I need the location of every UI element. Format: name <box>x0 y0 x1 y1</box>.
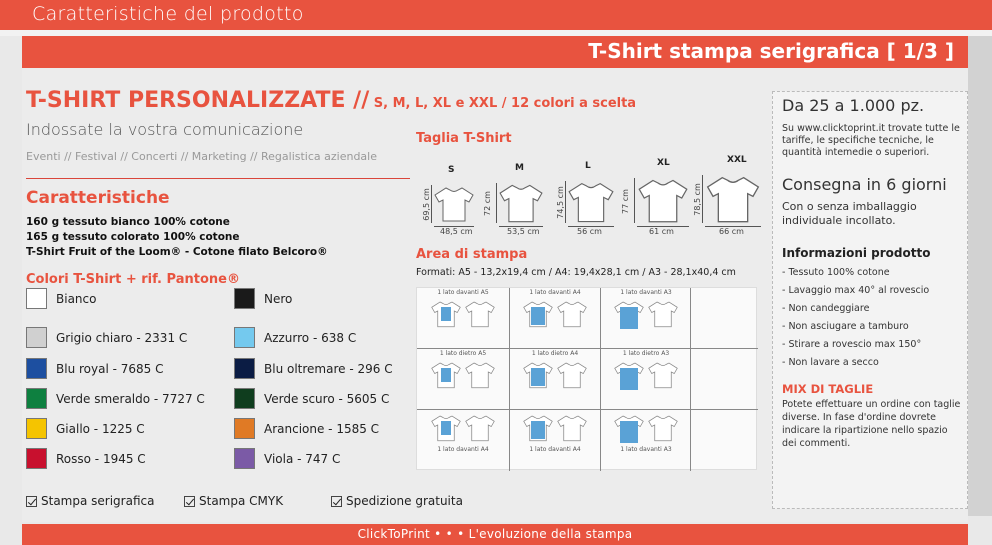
color-swatch-row <box>234 448 340 469</box>
tshirt-back-icon <box>557 413 587 445</box>
shirt-pair <box>509 299 601 331</box>
width-label: 48,5 cm <box>440 227 473 236</box>
print-area-mark <box>531 368 545 386</box>
tshirt-back-icon <box>465 299 495 331</box>
print-area-mark <box>531 421 545 439</box>
width-label: 56 cm <box>577 227 602 236</box>
color-label: Grigio chiaro - 2331 C <box>56 330 188 345</box>
qty-title: Da 25 a 1.000 pz. <box>782 96 925 115</box>
mix-text: Potete effettuare un ordine con taglie diverse. In fase d'ordine dovrete indicare la ripartizione nello spazio dei commenti. <box>782 399 961 449</box>
info-item: - Lavaggio max 40° al rovescio <box>782 285 930 296</box>
color-swatch <box>234 388 255 409</box>
tshirt-front-icon <box>614 360 644 392</box>
delivery-title: Consegna in 6 giorni <box>782 175 947 194</box>
cell-label: 1 lato davanti A4 <box>529 446 581 453</box>
tshirt-back-icon <box>648 299 678 331</box>
height-line <box>431 185 432 223</box>
tshirt-front-icon <box>523 413 553 445</box>
top-header-bar <box>0 0 992 30</box>
tshirt-front-icon <box>614 299 644 331</box>
color-swatch <box>26 358 47 379</box>
check-label: Spedizione gratuita <box>346 494 463 508</box>
tshirt-front-icon <box>431 413 461 445</box>
footer-bar: ClickToPrint • • • L'evoluzione della stampa <box>22 524 968 545</box>
side-strip <box>968 36 992 516</box>
color-swatch <box>26 388 47 409</box>
print-area-cell <box>417 410 509 470</box>
info-item: - Non asciugare a tamburo <box>782 321 909 332</box>
size-label: S <box>448 165 455 175</box>
checkbox-icon <box>184 496 195 507</box>
shirt-pair <box>600 413 692 445</box>
color-swatch-row <box>234 418 379 439</box>
color-swatch <box>234 358 255 379</box>
color-swatch <box>26 418 47 439</box>
checkbox-icon <box>331 496 342 507</box>
tshirt-icon <box>499 183 543 227</box>
cell-label: 1 lato davanti A5 <box>437 289 489 296</box>
check-label: Stampa CMYK <box>199 494 284 508</box>
tshirt-icon <box>705 175 761 227</box>
tags-line: Eventi // Festival // Concerti // Marketing // Regalistica aziendale <box>26 150 377 163</box>
info-item: - Non lavare a secco <box>782 357 879 368</box>
height-line <box>565 181 566 223</box>
caratteristiche-title: Caratteristiche <box>26 188 170 208</box>
shirt-pair <box>417 360 509 392</box>
shirt-pair <box>509 360 601 392</box>
print-area-cell <box>600 288 692 348</box>
color-swatch-row <box>234 288 292 309</box>
headline-sizes: S, M, L, XL e XXL / 12 colori a scelta <box>369 96 637 111</box>
tshirt-icon <box>568 181 614 227</box>
checkbox-icon <box>26 496 37 507</box>
check-spedizione <box>331 494 463 508</box>
formati-text: Formati: A5 - 13,2x19,4 cm / A4: 19,4x28,1 cm / A3 - 28,1x40,4 cm <box>416 267 736 278</box>
cell-label: 1 lato dietro A3 <box>622 350 670 357</box>
cell-label: 1 lato davanti A3 <box>620 446 672 453</box>
color-swatch-row <box>26 327 187 348</box>
delivery-text: Con o senza imballaggio individuale incollato. <box>782 200 917 227</box>
color-label: Verde scuro - 5605 C <box>264 391 390 406</box>
caratteristica-item: T-Shirt Fruit of the Loom® - Cotone filato Belcoro® <box>26 246 328 258</box>
cell-label: 1 lato davanti A3 <box>620 289 672 296</box>
tagline: Indossate la vostra comunicazione <box>26 120 304 139</box>
tshirt-back-icon <box>557 299 587 331</box>
header-title: Caratteristiche del prodotto <box>32 3 304 25</box>
size-label: XXL <box>727 155 747 165</box>
info-item: - Tessuto 100% cotone <box>782 267 890 278</box>
color-swatch <box>234 448 255 469</box>
color-label: Verde smeraldo - 7727 C <box>56 391 205 406</box>
headline-text: T-SHIRT PERSONALIZZATE // <box>26 88 370 113</box>
height-label: 74,5 cm <box>555 186 565 219</box>
shirt-pair <box>417 299 509 331</box>
tshirt-icon <box>434 185 474 227</box>
info-item: - Stirare a rovescio max 150° <box>782 339 922 350</box>
height-line <box>634 178 635 223</box>
print-area-mark <box>620 368 638 390</box>
width-label: 53,5 cm <box>507 227 540 236</box>
color-label: Bianco <box>56 291 97 306</box>
shirt-pair <box>600 299 692 331</box>
color-swatch <box>26 448 47 469</box>
color-label: Nero <box>264 291 293 306</box>
shirt-pair <box>509 413 601 445</box>
tshirt-front-icon <box>614 413 644 445</box>
color-label: Rosso - 1945 C <box>56 451 146 466</box>
color-swatch <box>234 418 255 439</box>
print-area-mark <box>441 421 451 435</box>
color-label: Blu oltremare - 296 C <box>264 361 393 376</box>
print-area-cell <box>509 349 601 409</box>
mix-title: MIX DI TAGLIE <box>782 382 874 396</box>
print-area-cell <box>509 410 601 470</box>
info-item: - Non candeggiare <box>782 303 870 314</box>
tshirt-back-icon <box>557 360 587 392</box>
qty-text: Su www.clicktoprint.it trovate tutte le tariffe, le specifiche tecniche, le quantità intemedie o superiori. <box>782 123 960 158</box>
tshirt-front-icon <box>431 299 461 331</box>
check-cmyk <box>184 494 283 508</box>
print-area-mark <box>441 307 451 321</box>
tshirt-front-icon <box>523 360 553 392</box>
cell-label: 1 lato dietro A5 <box>439 350 487 357</box>
shirt-pair <box>417 413 509 445</box>
width-label: 66 cm <box>719 227 744 236</box>
area-title: Area di stampa <box>416 247 528 262</box>
info-list <box>782 264 962 372</box>
shirt-pair <box>600 360 692 392</box>
color-swatch-row <box>234 388 389 409</box>
tshirt-back-icon <box>465 413 495 445</box>
color-swatch <box>234 288 255 309</box>
color-label: Viola - 747 C <box>264 451 341 466</box>
check-serigrafica <box>26 494 154 508</box>
print-area-mark <box>620 307 638 329</box>
cell-label: 1 lato davanti A4 <box>529 289 581 296</box>
color-swatch-row <box>234 327 356 348</box>
product-title-bar <box>22 36 968 68</box>
width-label: 61 cm <box>649 227 674 236</box>
color-label: Blu royal - 7685 C <box>56 361 164 376</box>
product-title: T-Shirt stampa serigrafica [ 1/3 ] <box>588 39 954 63</box>
print-area-mark <box>531 307 545 325</box>
size-label: L <box>585 161 591 171</box>
print-area-cell <box>600 349 692 409</box>
size-label: M <box>515 163 524 173</box>
color-swatch <box>26 327 47 348</box>
color-swatch <box>234 327 255 348</box>
color-swatch-row <box>26 388 205 409</box>
height-label: 69,5 cm <box>421 188 431 221</box>
info-title: Informazioni prodotto <box>782 246 931 260</box>
check-label: Stampa serigrafica <box>41 494 155 508</box>
divider <box>26 178 410 179</box>
sidebar-content <box>782 96 962 450</box>
print-area-cell <box>600 410 692 470</box>
color-swatch-row <box>26 358 163 379</box>
print-area-mark <box>441 368 451 382</box>
caratteristiche-list <box>26 215 328 260</box>
tshirt-back-icon <box>648 360 678 392</box>
color-swatch <box>26 288 47 309</box>
height-line <box>496 183 497 223</box>
tshirt-back-icon <box>648 413 678 445</box>
size-label: XL <box>657 158 670 168</box>
print-area-mark <box>620 421 638 443</box>
print-area-cell <box>417 349 509 409</box>
color-label: Azzurro - 638 C <box>264 330 357 345</box>
height-line <box>702 175 703 223</box>
tshirt-front-icon <box>523 299 553 331</box>
print-area-cell <box>509 288 601 348</box>
headline <box>26 88 636 113</box>
caratteristica-item: 160 g tessuto bianco 100% cotone <box>26 216 230 228</box>
color-swatch-row <box>26 418 145 439</box>
taglia-title: Taglia T-Shirt <box>416 131 512 146</box>
print-area-cell <box>417 288 509 348</box>
color-swatch-row <box>26 288 96 309</box>
tshirt-back-icon <box>465 360 495 392</box>
caratteristica-item: 165 g tessuto colorato 100% cotone <box>26 231 240 243</box>
tshirt-icon <box>637 178 689 227</box>
print-area-grid <box>416 287 757 470</box>
height-label: 78,5 cm <box>692 183 702 216</box>
cell-label: 1 lato dietro A4 <box>531 350 579 357</box>
cell-label: 1 lato davanti A4 <box>437 446 489 453</box>
colors-title: Colori T-Shirt + rif. Pantone® <box>26 272 240 287</box>
color-label: Giallo - 1225 C <box>56 421 145 436</box>
color-swatch-row <box>234 358 393 379</box>
color-swatch-row <box>26 448 146 469</box>
height-label: 72 cm <box>482 191 492 216</box>
tshirt-front-icon <box>431 360 461 392</box>
height-label: 77 cm <box>620 188 630 214</box>
color-label: Arancione - 1585 C <box>264 421 380 436</box>
